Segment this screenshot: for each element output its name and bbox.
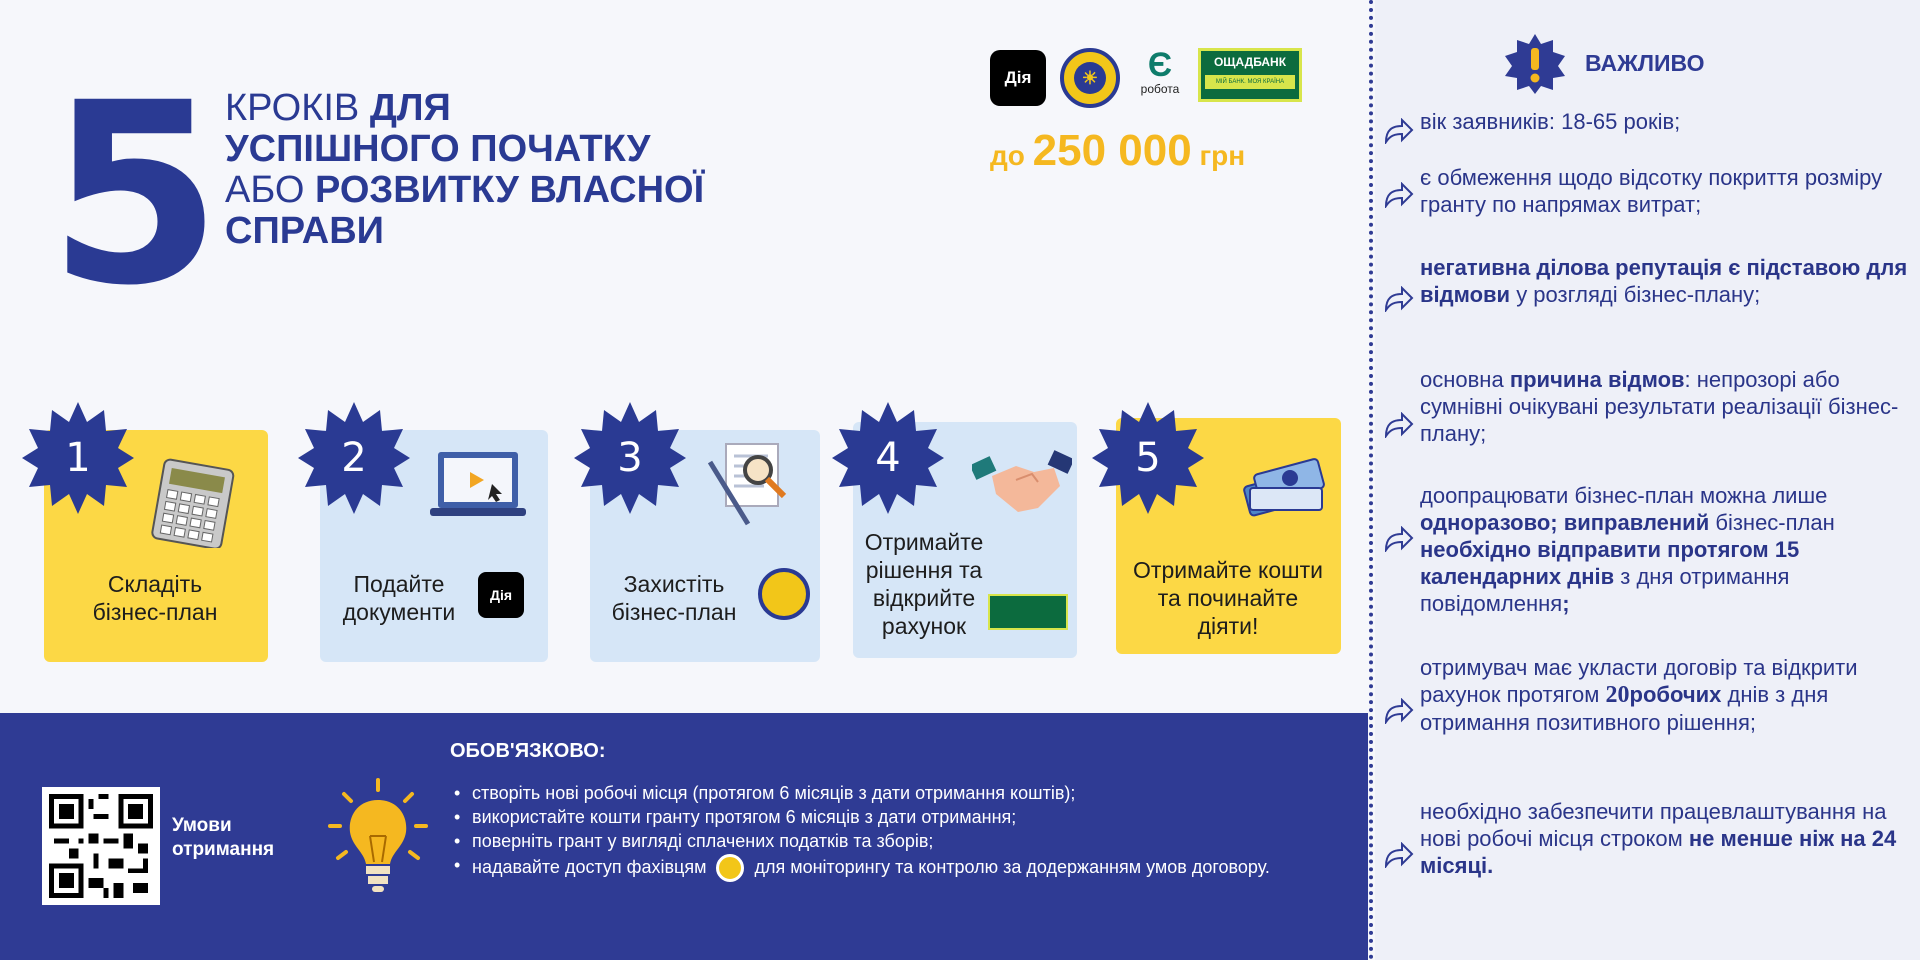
partner-logos	[990, 48, 1320, 108]
document-magnifier-icon	[708, 440, 798, 530]
obligation-item: • використайте кошти гранту протягом 6 місяців з дати отримання;	[450, 806, 1330, 828]
important-item-coverage: є обмеження щодо відсотку покриття розміру гранту по напрямах витрат;	[1420, 164, 1910, 218]
employment-seal-icon	[716, 854, 744, 882]
important-title: ВАЖЛИВО	[1585, 50, 1705, 76]
step-text-2: Подайте документи	[342, 571, 456, 625]
calculator-icon	[146, 458, 238, 548]
step-badge-2: 2	[298, 402, 410, 514]
lightbulb-icon	[328, 778, 428, 900]
obligation-item: • поверніть грант у вигляді сплачених податків та зборів;	[450, 830, 1330, 852]
arrow-icon	[1384, 286, 1414, 312]
title-line4: СПРАВИ	[225, 210, 384, 252]
important-item-employment: необхідно забезпечити працевлаштування на нові робочі місця строком не менше ніж на 24 місяці.	[1420, 798, 1910, 879]
title-line3-b: РОЗВИТКУ ВЛАСНОЇ	[314, 169, 705, 211]
dotted-divider	[1369, 0, 1373, 960]
step-badge-4: 4	[832, 402, 944, 514]
robota-logo: Є робота	[1140, 46, 1180, 96]
warning-badge-icon	[1505, 34, 1565, 94]
arrow-icon	[1384, 412, 1414, 438]
arrow-icon	[1384, 182, 1414, 208]
arrow-icon	[1384, 842, 1414, 868]
title-line3-a: АБО	[225, 169, 315, 211]
important-item-refusals: основна причина відмов: непрозорі або сумнівні очікувані результати реалізації бізнес-плану;	[1420, 366, 1910, 447]
step-text-4: Отримайте рішення та відкрийте рахунок	[864, 529, 984, 639]
arrow-icon	[1384, 118, 1414, 144]
step4-oschadbank-logo	[988, 594, 1068, 630]
step-badge-1: 1	[22, 402, 134, 514]
step3-employment-seal-icon	[758, 568, 810, 620]
step-badge-3: 3	[574, 402, 686, 514]
laptop-video-icon	[430, 448, 526, 524]
diia-logo: Дія	[990, 50, 1046, 106]
handshake-icon	[972, 450, 1072, 522]
obligations-title: ОБОВ'ЯЗКОВО:	[450, 740, 606, 762]
step-text-5: Отримайте кошти та починайте діяти!	[1133, 557, 1323, 639]
arrow-icon	[1384, 526, 1414, 552]
obligations-list	[450, 782, 1330, 884]
qr-code[interactable]	[42, 787, 160, 905]
important-item-reputation: негативна ділова репутація є підставою для відмови у розгляді бізнес-плану;	[1420, 254, 1910, 308]
step-text-1: Складіть бізнес-план	[92, 571, 218, 625]
big-number-five: 5	[48, 49, 216, 340]
title-line2: УСПІШНОГО ПОЧАТКУ	[225, 128, 651, 170]
oschadbank-logo: ОЩАДБАНК МІЙ БАНК. МОЯ КРАЇНА	[1198, 48, 1302, 102]
money-stack-icon	[1240, 448, 1328, 520]
page-title	[225, 88, 785, 252]
step-badge-5: 5	[1092, 402, 1204, 514]
obligation-item: • надавайте доступ фахівцям для моніторингу та контролю за додержанням умов договору.	[450, 854, 1330, 882]
employment-service-logo: ☀	[1060, 48, 1120, 108]
obligation-item: • створіть нові робочі місця (протягом 6 місяців з дати отримання коштів);	[450, 782, 1330, 804]
step2-diia-logo: Дія	[478, 572, 524, 618]
important-item-age: вік заявників: 18-65 років;	[1420, 108, 1910, 135]
title-line1-b: ДЛЯ	[369, 87, 451, 129]
step-text-3: Захистіть бізнес-план	[611, 571, 737, 625]
important-item-revision: доопрацювати бізнес-план можна лише одноразово; виправлений бізнес-план необхідно відправити протягом 15 календарних днів з дня отримання повідомлення;	[1420, 482, 1910, 617]
important-item-contract: отримувач має укласти договір та відкрити рахунок протягом 20робочих днів з дня отримання позитивного рішення;	[1420, 654, 1910, 736]
conditions-label: Умови отримання	[172, 815, 275, 860]
title-line1-a: КРОКІВ	[225, 87, 370, 129]
arrow-icon	[1384, 698, 1414, 724]
grant-amount: до 250 000 грн	[990, 126, 1246, 175]
